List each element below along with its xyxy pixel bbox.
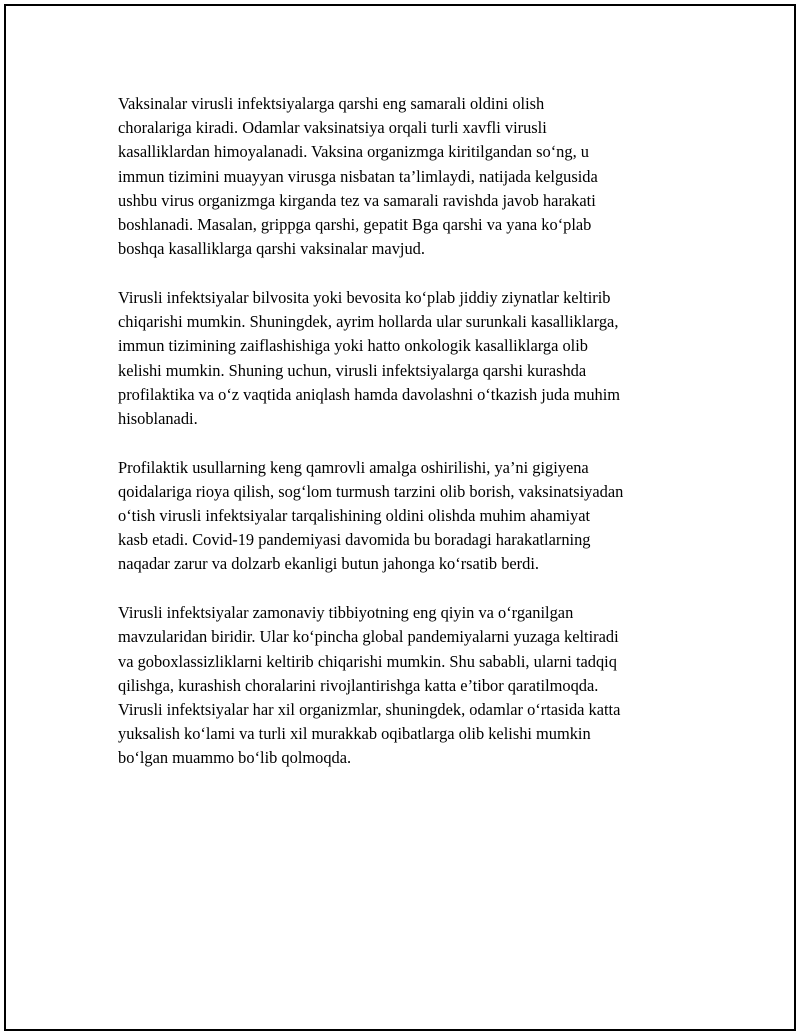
paragraph-vaccines: Vaksinalar virusli infektsiyalarga qarshi eng samarali oldini olish choralariga kiradi. Odamlar vaksinatsiya orqali turli xavfli virusli kasalliklardan himoyalanadi. Vaksina organizmga kiritilgandan so‘ng, u immun tizimini muayyan virusga nisbatan ta’limlaydi, natijada kelgusida ushbu virus organizmga kirganda tez va samarali ravishda javob harakati boshlanadi. Masalan, grippga qarshi, gepatit Bga qarshi va yana ko‘plab boshqa kasalliklarga qarshi vaksinalar mavjud. bbox=[118, 94, 598, 259]
document-body bbox=[118, 92, 698, 795]
paragraph-research: Virusli infektsiyalar zamonaviy tibbiyotning eng qiyin va o‘rganilgan mavzularidan biridir. Ular ko‘pincha global pandemiyalarni yuzaga keltiradi va goboxlassizliklarni keltirib chiqarishi mumkin. Shu sababli, ularni tadqiq qilishga, kurashish choralarini rivojlantirishga katta e’tibor qaratilmoqda. Virusli infektsiyalar har xil organizmlar, shuningdek, odamlar o‘rtasida katta yuksalish ko‘lami va turli xil murakkab oqibatlarga olib kelishi mumkin bo‘lgan muammo bo‘lib qolmoqda. bbox=[118, 603, 621, 768]
paragraph-prevention: Profilaktik usullarning keng qamrovli amalga oshirilishi, ya’ni gigiyena qoidalariga rioya qilish, sog‘lom turmush tarzini olib borish, vaksinatsiyadan o‘tish virusli infektsiyalar tarqalishining oldini olishda muhim ahamiyat kasb etadi. Covid-19 pandemiyasi davomida bu boradagi harakatlarning naqadar zarur va dolzarb ekanligi butun jahonga ko‘rsatib berdi. bbox=[118, 457, 624, 574]
paragraph-complications: Virusli infektsiyalar bilvosita yoki bevosita ko‘plab jiddiy ziynatlar keltirib chiqarishi mumkin. Shuningdek, ayrim hollarda ular surunkali kasalliklarga, immun tizimining zaiflashishiga yoki hatto onkologik kasalliklarga olib kelishi mumkin. Shuning uchun, virusli infektsiyalarga qarshi kurashda profilaktika va o‘z vaqtida aniqlash hamda davolashni o‘tkazish juda muhim hisoblanadi. bbox=[118, 287, 621, 428]
